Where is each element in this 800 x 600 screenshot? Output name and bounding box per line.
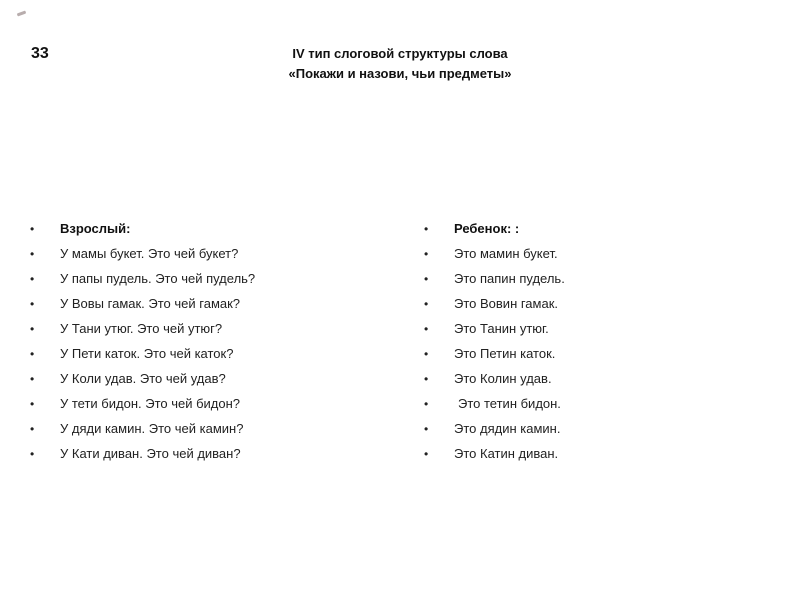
child-line: Это Танин утюг.: [454, 321, 549, 336]
child-line: Это Петин каток.: [454, 346, 556, 361]
list-item: [424, 341, 764, 366]
adult-line: У Тани утюг. Это чей утюг?: [60, 321, 223, 336]
adult-heading-item: [30, 216, 390, 241]
adult-heading: Взрослый:: [60, 221, 131, 236]
bullet-icon: •: [424, 246, 429, 261]
bullet-icon: •: [424, 396, 429, 411]
bullet-icon: •: [424, 221, 429, 236]
list-item: [424, 266, 764, 291]
child-line: Это папин пудель.: [454, 271, 565, 286]
list-item: [30, 316, 390, 341]
adult-line: У Коли удав. Это чей удав?: [60, 371, 226, 386]
child-line: Это Вовин гамак.: [454, 296, 559, 311]
bullet-icon: •: [424, 296, 429, 311]
adult-line: У мамы букет. Это чей букет?: [60, 246, 239, 261]
bullet-icon: •: [30, 246, 35, 261]
list-item: [30, 291, 390, 316]
list-item: [30, 366, 390, 391]
adult-line: У Вовы гамак. Это чей гамак?: [60, 296, 241, 311]
child-line: Это мамин букет.: [454, 246, 558, 261]
adult-line: У папы пудель. Это чей пудель?: [60, 271, 256, 286]
title-line-1: IV тип слоговой структуры слова: [292, 46, 508, 61]
adult-line: У дяди камин. Это чей камин?: [60, 421, 244, 436]
list-item: [424, 416, 764, 441]
bullet-icon: •: [30, 346, 35, 361]
list-item: [30, 441, 390, 466]
bullet-icon: •: [30, 321, 35, 336]
list-item: [424, 391, 764, 416]
list-item: [424, 316, 764, 341]
bullet-icon: •: [30, 296, 35, 311]
bullet-icon: •: [424, 371, 429, 386]
list-item: [424, 291, 764, 316]
bullet-icon: •: [424, 446, 429, 461]
adult-column: [30, 216, 390, 466]
child-line: Это Колин удав.: [454, 371, 552, 386]
bullet-icon: •: [30, 421, 35, 436]
adult-line: У Кати диван. Это чей диван?: [60, 446, 241, 461]
child-line: Это Катин диван.: [454, 446, 559, 461]
list-item: [424, 441, 764, 466]
bullet-icon: •: [30, 271, 35, 286]
child-line: Это дядин камин.: [454, 421, 561, 436]
bullet-icon: •: [30, 396, 35, 411]
list-item: [30, 341, 390, 366]
bullet-icon: •: [424, 421, 429, 436]
bullet-icon: •: [30, 446, 35, 461]
bullet-icon: •: [424, 271, 429, 286]
child-heading: Ребенок: :: [454, 221, 520, 236]
list-item: [424, 241, 764, 266]
list-item: [30, 416, 390, 441]
adult-line: У Пети каток. Это чей каток?: [60, 346, 234, 361]
list-item: [30, 391, 390, 416]
page-number: 33: [31, 45, 49, 62]
child-line: Это тетин бидон.: [458, 396, 561, 411]
bullet-icon: •: [30, 221, 35, 236]
child-column: [424, 216, 764, 466]
adult-line: У тети бидон. Это чей бидон?: [60, 396, 241, 411]
bullet-icon: •: [30, 371, 35, 386]
bullet-icon: •: [424, 346, 429, 361]
slide-title: [250, 44, 550, 84]
bullet-icon: •: [424, 321, 429, 336]
list-item: [30, 266, 390, 291]
list-item: [30, 241, 390, 266]
child-heading-item: [424, 216, 764, 241]
list-item: [424, 366, 764, 391]
corner-mark-icon: [17, 11, 26, 17]
title-line-2: «Покажи и назови, чьи предметы»: [288, 66, 512, 81]
